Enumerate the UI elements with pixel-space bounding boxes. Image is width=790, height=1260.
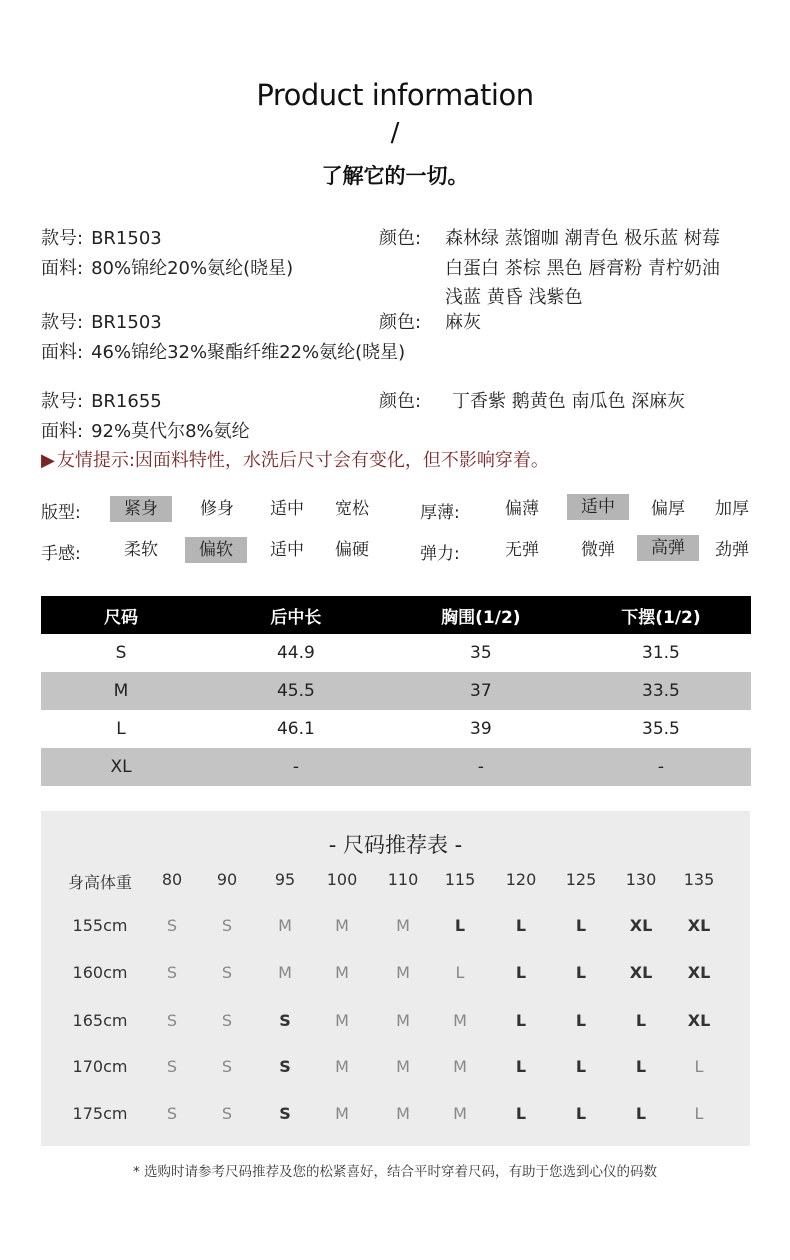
recommended-size-cell: L: [575, 916, 587, 935]
recommended-size-cell: L: [455, 963, 465, 982]
product-1-style: [41, 224, 162, 250]
table-row: [41, 634, 751, 672]
product-3-color-label: 颜色:: [379, 391, 422, 412]
fit-label: 版型:: [41, 503, 81, 523]
table-cell: -: [571, 748, 751, 786]
elasticity-label: 弹力:: [420, 544, 460, 564]
fit-option-tight: 紧身: [110, 496, 172, 522]
recommended-size-cell: M: [335, 963, 349, 982]
table-cell: S: [115, 643, 127, 663]
fabric-label: 面料:: [41, 342, 84, 363]
care-warning: [41, 446, 549, 472]
recommended-size-cell: S: [221, 1057, 233, 1076]
recommended-size-cell: M: [396, 963, 410, 982]
product-2-style: [41, 308, 162, 334]
style-label: 款号:: [41, 312, 84, 333]
weight-header: 90: [216, 870, 238, 889]
table-cell: M: [41, 672, 201, 710]
weight-header: 125: [565, 870, 597, 889]
table-cell: -: [391, 748, 571, 786]
table-row: [41, 748, 751, 786]
feel-option-medium: 适中: [270, 540, 304, 560]
style-number: BR1503: [91, 312, 162, 333]
product-2-color-line-1: 麻灰: [445, 312, 481, 333]
recommended-size-cell: L: [515, 916, 527, 935]
recommended-size-cell: L: [694, 1057, 704, 1076]
title-divider: /: [390, 118, 400, 148]
recommended-size-cell: S: [166, 916, 178, 935]
weight-header: 100: [326, 870, 358, 889]
fabric-value: 80%锦纶20%氨纶(晓星): [91, 258, 294, 279]
thickness-option-thin: 偏薄: [505, 499, 539, 519]
thickness-option-extra-thick: 加厚: [715, 499, 749, 519]
product-1-color-line-3: 浅蓝 黄昏 浅紫色: [445, 287, 583, 308]
weight-header: 120: [505, 870, 537, 889]
recommended-size-cell: M: [278, 963, 292, 982]
height-label: 165cm: [72, 1011, 128, 1030]
recommended-size-cell: S: [166, 963, 178, 982]
recommended-size-cell: XL: [687, 963, 711, 982]
fabric-label: 面料:: [41, 421, 84, 442]
fabric-value: 92%莫代尔8%氨纶: [91, 421, 250, 442]
recommended-size-cell: L: [454, 916, 466, 935]
table-cell: 39: [470, 719, 492, 739]
recommendation-corner-label: 身高体重: [67, 873, 132, 892]
table-cell: 35: [470, 643, 492, 663]
feel-option-firm: 偏硬: [335, 540, 369, 560]
recommended-size-cell: M: [278, 916, 292, 935]
table-cell: 46.1: [276, 719, 315, 739]
recommended-size-cell: XL: [687, 916, 711, 935]
weight-header: 80: [161, 870, 183, 889]
recommended-size-cell: L: [575, 1104, 587, 1123]
elasticity-option-slight: 微弹: [581, 540, 615, 560]
elasticity-option-super: 劲弹: [715, 540, 749, 560]
table-cell: 44.9: [276, 643, 315, 663]
product-2-color-label: 颜色:: [379, 312, 422, 333]
height-label: 175cm: [72, 1104, 128, 1123]
recommended-size-cell: L: [635, 1057, 647, 1076]
header-chest: 胸围(1/2): [391, 596, 571, 634]
product-1-fabric: [41, 254, 293, 280]
size-table-header: [41, 596, 751, 634]
page-title-en: Product information: [256, 78, 534, 112]
page-subtitle-cn: 了解它的一切。: [321, 164, 469, 188]
recommended-size-cell: XL: [629, 916, 653, 935]
recommended-size-cell: M: [396, 916, 410, 935]
weight-header: 95: [274, 870, 296, 889]
recommended-size-cell: M: [396, 1057, 410, 1076]
recommended-size-cell: S: [166, 1057, 178, 1076]
warning-text: 友情提示:因面料特性，水洗后尺寸会有变化，但不影响穿着。: [56, 450, 549, 471]
recommended-size-cell: L: [635, 1011, 647, 1030]
recommended-size-cell: M: [453, 1104, 467, 1123]
style-number: BR1503: [91, 228, 162, 249]
product-3-color-line-1: 丁香紫 鹅黄色 南瓜色 深麻灰: [452, 391, 686, 412]
height-label: 170cm: [72, 1057, 128, 1076]
header-size: 尺码: [41, 596, 201, 634]
fit-option-slim: 修身: [200, 499, 234, 519]
style-label: 款号:: [41, 228, 84, 249]
feel-option-softish: 偏软: [185, 537, 247, 563]
recommended-size-cell: L: [575, 963, 587, 982]
recommended-size-cell: L: [635, 1104, 647, 1123]
elasticity-option-none: 无弹: [505, 540, 539, 560]
recommended-size-cell: M: [335, 1011, 349, 1030]
recommended-size-cell: L: [515, 1104, 527, 1123]
recommended-size-cell: M: [335, 1057, 349, 1076]
recommended-size-cell: S: [221, 963, 233, 982]
recommended-size-cell: S: [279, 1057, 291, 1076]
table-cell: XL: [41, 748, 201, 786]
feel-option-soft: 柔软: [124, 540, 158, 560]
recommended-size-cell: M: [396, 1011, 410, 1030]
recommended-size-cell: M: [396, 1104, 410, 1123]
weight-header: 130: [625, 870, 657, 889]
header-hem: 下摆(1/2): [571, 596, 751, 634]
weight-header: 110: [387, 870, 419, 889]
size-table: [41, 596, 751, 786]
table-cell: L: [116, 719, 126, 739]
recommended-size-cell: L: [575, 1057, 587, 1076]
table-cell: 33.5: [571, 672, 751, 710]
recommended-size-cell: XL: [687, 1011, 711, 1030]
recommended-size-cell: M: [453, 1057, 467, 1076]
thickness-option-thick: 偏厚: [651, 499, 685, 519]
product-1-color-line-1: 森林绿 蒸馏咖 潮青色 极乐蓝 树莓: [445, 228, 720, 249]
height-label: 155cm: [72, 916, 128, 935]
product-3-style: [41, 387, 162, 413]
recommended-size-cell: S: [221, 916, 233, 935]
thickness-option-medium: 适中: [567, 494, 629, 520]
fabric-value: 46%锦纶32%聚酯纤维22%氨纶(晓星): [91, 342, 406, 363]
header-back-length: 后中长: [201, 596, 391, 634]
product-3-fabric: [41, 417, 250, 443]
product-1-color-line-2: 白蛋白 茶棕 黑色 唇膏粉 青柠奶油: [445, 258, 720, 279]
style-label: 款号:: [41, 391, 84, 412]
thickness-label: 厚薄:: [420, 503, 460, 523]
recommended-size-cell: S: [221, 1011, 233, 1030]
recommended-size-cell: L: [515, 963, 527, 982]
product-2-fabric: [41, 338, 405, 364]
feel-label: 手感:: [41, 544, 81, 564]
table-row: [41, 672, 751, 710]
recommended-size-cell: M: [335, 1104, 349, 1123]
recommended-size-cell: S: [279, 1104, 291, 1123]
product-1-color-label: 颜色:: [379, 228, 422, 249]
table-cell: 37: [391, 672, 571, 710]
table-cell: 35.5: [642, 719, 680, 739]
fit-option-regular: 适中: [270, 499, 304, 519]
height-label: 160cm: [72, 963, 128, 982]
table-cell: -: [201, 748, 391, 786]
recommendation-title: - 尺码推荐表 -: [328, 833, 463, 857]
weight-header: 115: [444, 870, 476, 889]
recommended-size-cell: M: [335, 916, 349, 935]
recommended-size-cell: L: [575, 1011, 587, 1030]
recommended-size-cell: S: [279, 1011, 291, 1030]
recommended-size-cell: S: [166, 1011, 178, 1030]
table-row: [41, 710, 751, 748]
table-cell: 31.5: [642, 643, 680, 663]
recommended-size-cell: XL: [629, 963, 653, 982]
triangle-right-icon: ▶: [41, 450, 55, 471]
recommended-size-cell: M: [453, 1011, 467, 1030]
fit-option-loose: 宽松: [335, 499, 369, 519]
footnote: * 选购时请参考尺码推荐及您的松紧喜好，结合平时穿着尺码，有助于您选到心仪的码数: [132, 1164, 658, 1180]
recommended-size-cell: S: [166, 1104, 178, 1123]
recommended-size-cell: S: [221, 1104, 233, 1123]
style-number: BR1655: [91, 391, 162, 412]
elasticity-option-high: 高弹: [637, 535, 699, 561]
recommended-size-cell: L: [515, 1011, 527, 1030]
fabric-label: 面料:: [41, 258, 84, 279]
recommended-size-cell: L: [515, 1057, 527, 1076]
table-cell: 45.5: [201, 672, 391, 710]
weight-header: 135: [683, 870, 715, 889]
recommended-size-cell: L: [694, 1104, 704, 1123]
